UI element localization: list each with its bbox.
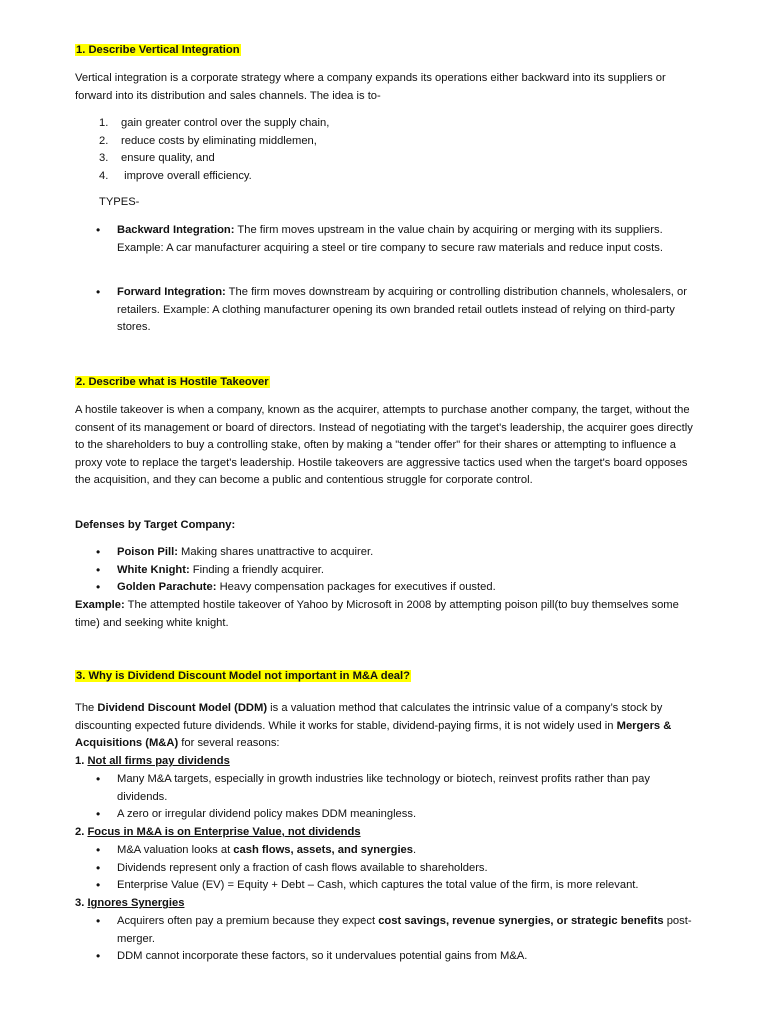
list-item: • Enterprise Value (EV) = Equity + Debt – Cash, which captures the total value of the firm, is more relevant. bbox=[75, 877, 695, 895]
highlighted-heading: 2. Describe what is Hostile Takeover bbox=[76, 376, 269, 388]
reason-3-heading: 3. Ignores Synergies bbox=[75, 897, 185, 909]
list-item: 1. gain greater control over the supply chain, bbox=[99, 117, 330, 129]
section-heading-vertical-integration bbox=[75, 42, 241, 60]
highlighted-heading: 1. Describe Vertical Integration bbox=[76, 44, 240, 56]
list-item: • DDM cannot incorporate these factors, so it undervalues potential gains from M&A. bbox=[75, 948, 695, 966]
reason-2-list bbox=[75, 842, 695, 895]
paragraph-hostile-takeover-intro: A hostile takeover is when a company, known as the acquirer, attempts to purchase another company, the target, without the consent of its management or board of directors. Instead of negotiating with the target's leadership, the acquirer goes directly to the shareholders to buy a controlling stake, often by making a "tender offer" for their shares or attempting to influence a proxy vote to replace the target's leadership. Hostile takeovers are aggressive tactics used when the target's board opposes the acquisition, and they can become a public and contentious struggle for corporate control. bbox=[75, 404, 693, 487]
list-item: • Many M&A targets, especially in growth industries like technology or biotech, reinvest profits rather than pay dividends. bbox=[75, 771, 695, 806]
list-item: 4. improve overall efficiency. bbox=[99, 169, 252, 182]
defenses-list bbox=[75, 544, 695, 597]
list-item: • Forward Integration: The firm moves downstream by acquiring or controlling distribution channels, wholesalers, or retailers. Example: A clothing manufacturer opening its own branded retail outlets instead of relying on third-party stores. bbox=[75, 284, 695, 337]
list-item: • Dividends represent only a fraction of cash flows available to shareholders. bbox=[75, 860, 695, 878]
list-item: • Golden Parachute: Heavy compensation packages for executives if ousted. bbox=[75, 579, 695, 597]
types-list bbox=[75, 222, 695, 257]
goals-list bbox=[75, 115, 329, 185]
types-label: TYPES- bbox=[99, 196, 140, 208]
paragraph-vertical-integration-intro: Vertical integration is a corporate strategy where a company expands its operations either backward into its suppliers or forward into its distribution and sales channels. The idea is to- bbox=[75, 72, 666, 102]
list-item: • Poison Pill: Making shares unattractive to acquirer. bbox=[75, 544, 695, 562]
types-list bbox=[75, 284, 695, 337]
list-item: • Acquirers often pay a premium because they expect cost savings, revenue synergies, or strategic benefits post-merger. bbox=[75, 913, 695, 948]
paragraph-hostile-takeover-example: Example: The attempted hostile takeover of Yahoo by Microsoft in 2008 by attempting poison pill(to buy themselves some time) and seeking white knight. bbox=[75, 599, 679, 629]
highlighted-heading: 3. Why is Dividend Discount Model not important in M&A deal? bbox=[76, 670, 410, 682]
paragraph-ddm-intro: The Dividend Discount Model (DDM) is a valuation method that calculates the intrinsic value of a company’s stock by discounting expected future dividends. While it works for stable, dividend-paying firms, it is not widely used in Mergers & Acquisitions (M&A) for several reasons: bbox=[75, 702, 672, 750]
list-item: • A zero or irregular dividend policy makes DDM meaningless. bbox=[75, 806, 695, 824]
list-item: 2. reduce costs by eliminating middlemen, bbox=[99, 134, 317, 147]
list-item: 3. ensure quality, and bbox=[99, 152, 215, 165]
reason-1-heading: 1. Not all firms pay dividends bbox=[75, 755, 230, 767]
defenses-label: Defenses by Target Company: bbox=[75, 519, 236, 531]
section-heading-ddm bbox=[75, 668, 411, 686]
list-item: • M&A valuation looks at cash flows, assets, and synergies. bbox=[75, 842, 695, 860]
list-item: • White Knight: Finding a friendly acquirer. bbox=[75, 562, 695, 580]
list-item: • Backward Integration: The firm moves upstream in the value chain by acquiring or merging with its suppliers. Example: A car manufacturer acquiring a steel or tire company to secure raw materials and reduce input costs. bbox=[75, 222, 695, 257]
reason-2-heading: 2. Focus in M&A is on Enterprise Value, not dividends bbox=[75, 826, 361, 838]
reason-3-list bbox=[75, 913, 695, 966]
reason-1-list bbox=[75, 771, 695, 824]
section-heading-hostile-takeover bbox=[75, 374, 270, 392]
